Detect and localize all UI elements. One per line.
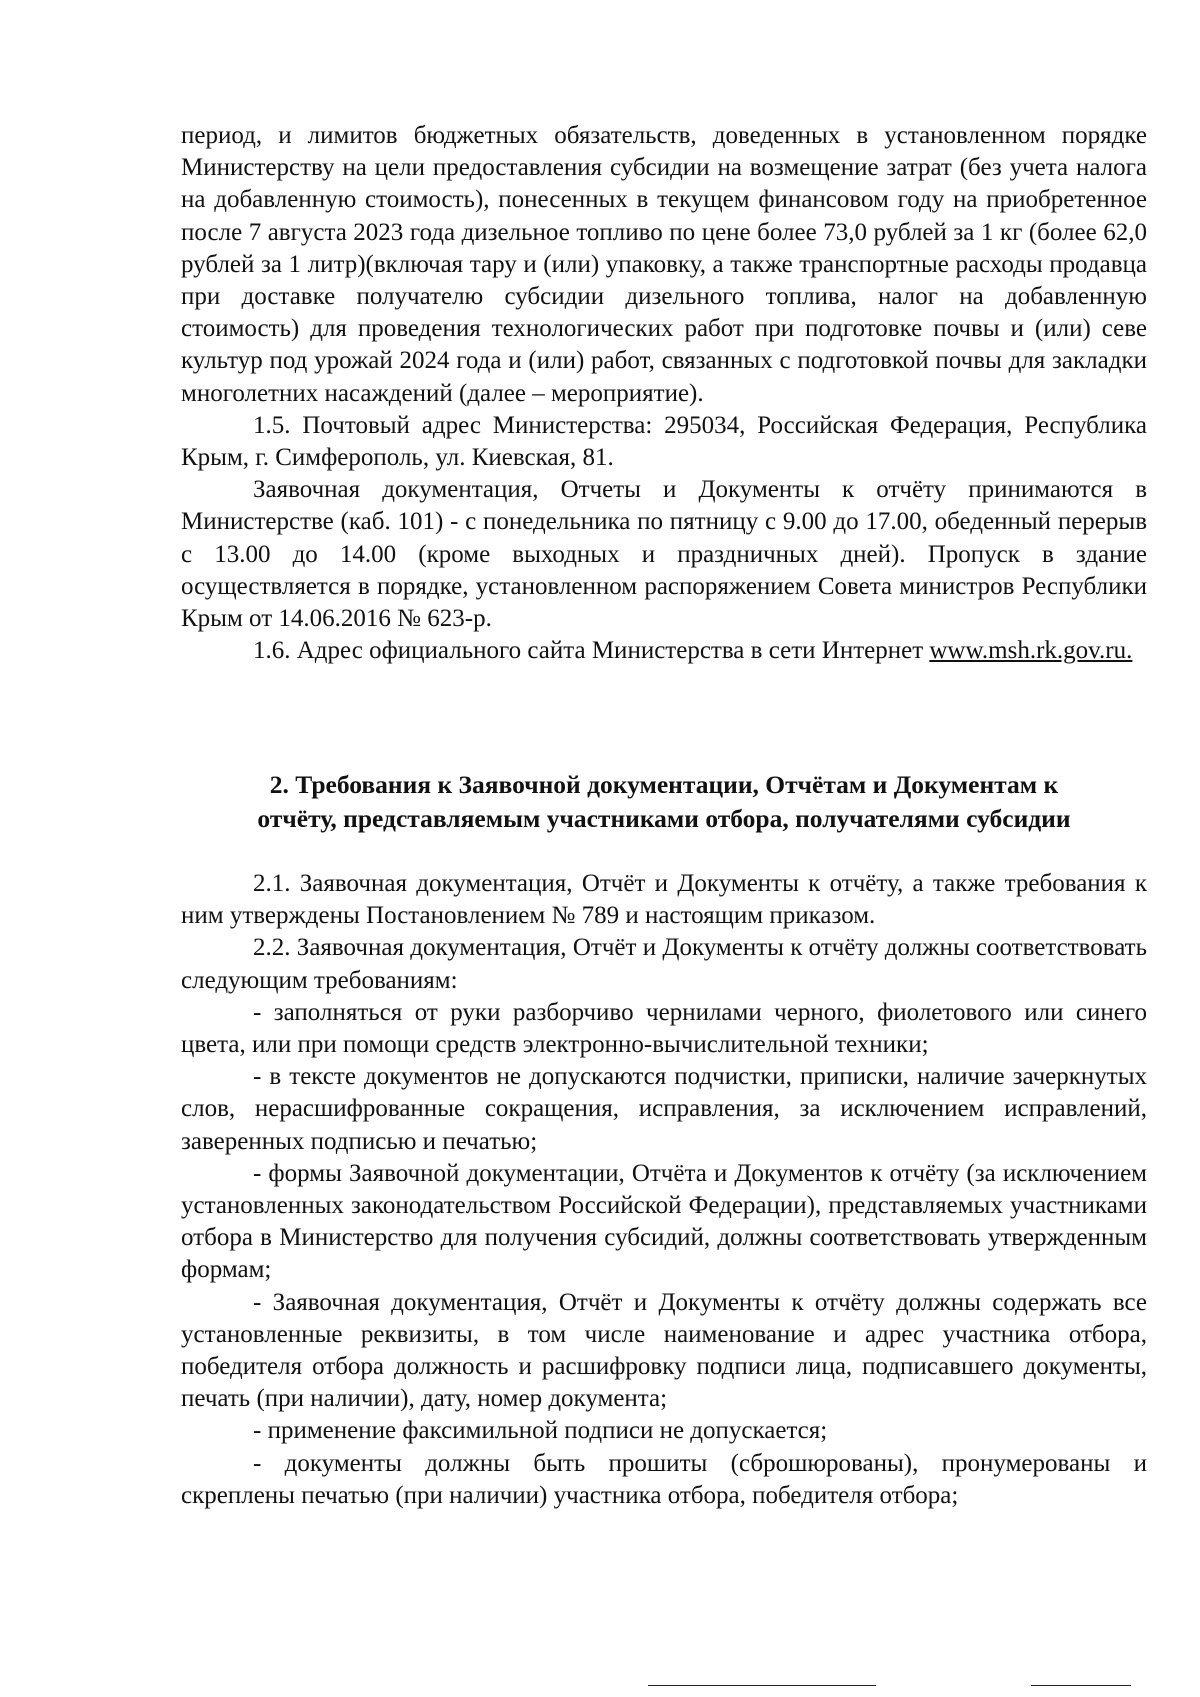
paragraph-2-2: 2.2. Заявочная документация, Отчёт и Документы к отчёту должны соответствовать следующим требованиям: bbox=[181, 934, 1147, 994]
section-2-heading-line-2: отчёту, представляемым участниками отбора, получателями субсидии bbox=[257, 804, 1071, 833]
paragraph-1-5: 1.5. Почтовый адрес Министерства: 295034, Российская Федерация, Республика Крым, г. Симферополь, ул. Киевская, 81. bbox=[181, 411, 1147, 472]
requirement-item: - заполняться от руки разборчиво чернилами черного, фиолетового или синего цвета, или при помощи средств электронно-вычислительной техники; bbox=[181, 998, 1147, 1059]
footer-rule-left bbox=[648, 1685, 876, 1686]
paragraph-submission-hours: Заявочная документация, Отчеты и Документы к отчёту принимаются в Министерстве (каб. 101) - с понедельника по пятницу с 9.00 до 17.00, обеденный перерыв с 13.00 до 14.00 (кроме выходных и праздничных дней). Пропуск в здание осуществляется в порядке, установленном распоряжением Совета министров Республики Крым от 14.06.2016 № 623-р. bbox=[181, 476, 1147, 633]
section-1-continuation bbox=[181, 120, 1147, 667]
paragraph-2-1: 2.1. Заявочная документация, Отчёт и Документы к отчёту, а также требования к ним утверждены Постановлением № 789 и настоящим приказом. bbox=[181, 870, 1147, 930]
requirement-item: - Заявочная документация, Отчёт и Документы к отчёту должны содержать все установленные реквизиты, в том числе наименование и адрес участника отбора, победителя отбора должность и расшифровку подписи лица, подписавшего документы, печать (при наличии), дату, номер документа; bbox=[181, 1288, 1147, 1413]
section-2-body bbox=[181, 868, 1147, 1512]
website-link[interactable]: www.msh.rk.gov.ru. bbox=[929, 637, 1133, 665]
section-2-heading-line-1: 2. Требования к Заявочной документации, Отчётам и Документам к bbox=[269, 770, 1059, 799]
requirement-item: - в тексте документов не допускаются подчистки, приписки, наличие зачеркнутых слов, нерасшифрованные сокращения, исправления, за исключением исправлений, заверенных подписью и печатью; bbox=[181, 1063, 1147, 1155]
paragraph-1-6 bbox=[181, 635, 1147, 667]
requirement-item: - формы Заявочной документации, Отчёта и Документов к отчёту (за исключением установленных законодательством Российской Федерации), представляемых участниками отбора в Министерство для получения субсидий, должны соответствовать утвержденным формам; bbox=[181, 1159, 1147, 1284]
requirement-item: - применение факсимильной подписи не допускается; bbox=[253, 1417, 828, 1445]
footer-rule-right bbox=[1031, 1685, 1131, 1686]
continuation-paragraph: период, и лимитов бюджетных обязательств, доведенных в установленном порядке Министерству на цели предоставления субсидии на возмещение затрат (без учета налога на добавленную стоимость), понесенных в текущем финансовом году на приобретенное после 7 августа 2023 года дизельное топливо по цене более 73,0 рублей за 1 кг (более 62,0 рублей за 1 литр)(включая тару и (или) упаковку, а также транспортные расходы продавца при доставке получателю субсидии дизельного топлива, налог на добавленную стоимость) для проведения технологических работ при подготовке почвы и (или) севе культур под урожай 2024 года и (или) работ, связанных с подготовкой почвы для закладки многолетних насаждений (далее – мероприятие). bbox=[181, 122, 1147, 407]
requirement-item: - документы должны быть прошиты (сброшюрованы), пронумерованы и скреплены печатью (при наличии) участника отбора, победителя отбора; bbox=[181, 1449, 1147, 1509]
paragraph-1-6-text: 1.6. Адрес официального сайта Министерства в сети Интернет bbox=[253, 637, 924, 665]
section-2-heading bbox=[181, 768, 1147, 836]
